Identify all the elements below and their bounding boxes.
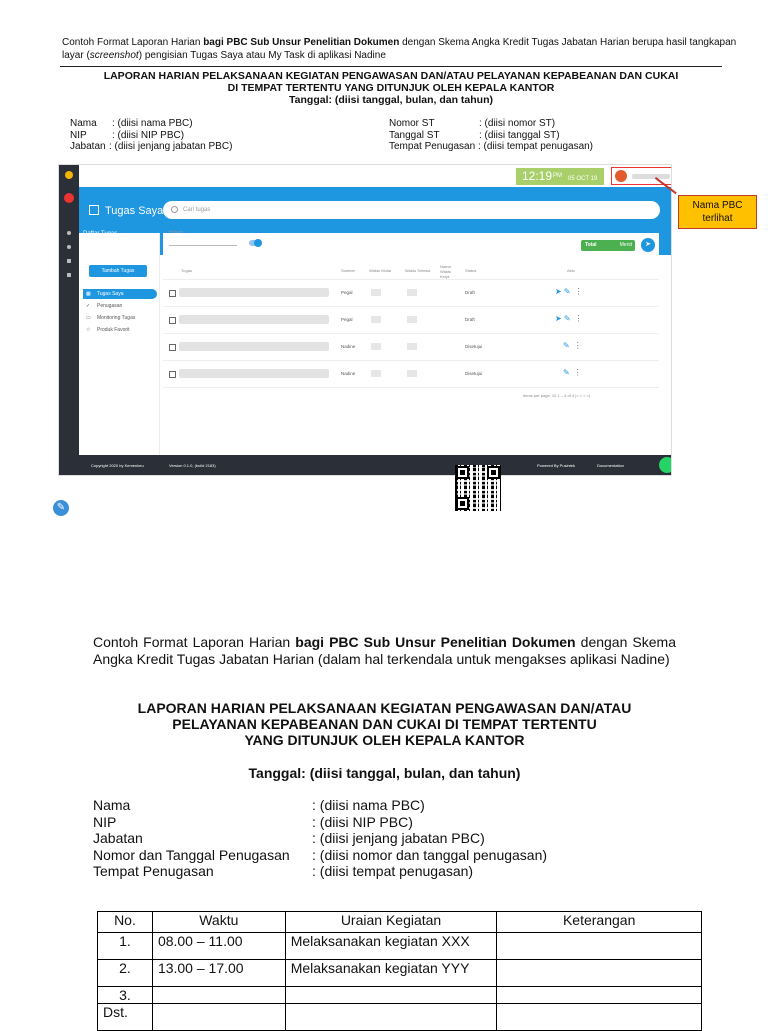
field-nama: Nama : (diisi nama PBC) bbox=[70, 118, 193, 129]
sidebar-item-monitoring[interactable]: ▭ Monitoring Tugas bbox=[86, 315, 136, 321]
row-actions[interactable]: ➤ ✎ ⋮ bbox=[555, 287, 583, 296]
identity-bottom bbox=[93, 797, 547, 880]
table-row: 3. bbox=[98, 987, 702, 1004]
row-actions[interactable]: ✎ ⋮ bbox=[563, 341, 582, 350]
period-filter-label: Periode bbox=[169, 229, 183, 234]
sidebar-title[interactable]: Daftar Tugas bbox=[83, 231, 118, 237]
row-actions[interactable]: ➤ ✎ ⋮ bbox=[555, 314, 583, 323]
app-topbar bbox=[79, 165, 671, 188]
user-avatar bbox=[615, 170, 627, 182]
rail-home-icon[interactable] bbox=[67, 231, 71, 235]
table-header-row: No. Waktu Uraian Kegiatan Keterangan bbox=[98, 912, 702, 933]
field-tempat-penugasan: Tempat Penugasan : (diisi tempat penugasan) bbox=[389, 141, 594, 152]
table-row: 1. 08.00 – 11.00 Melaksanakan kegiatan XXX bbox=[98, 933, 702, 960]
search-input[interactable]: Cari tugas bbox=[163, 201, 660, 219]
add-task-button[interactable]: Tambah Tugas bbox=[89, 265, 147, 277]
rail-settings-icon[interactable] bbox=[67, 245, 71, 249]
row-checkbox[interactable] bbox=[169, 317, 176, 324]
field-nip: NIP : (diisi NIP PBC) bbox=[93, 813, 413, 830]
table-header: Tugas Sumber Waktu Mulai Waktu Selesai Nama Waktu Kerja Status Aksi bbox=[163, 263, 659, 280]
intro-paragraph-bottom: Contoh Format Laporan Harian bagi PBC Sub Unsur Penelitian Dokumen dengan Skema Angka Kredit Tugas Jabatan Harian (dalam hal terkendala untuk mengakses aplikasi Nadine) bbox=[93, 634, 676, 667]
task-name-blurred bbox=[179, 342, 329, 351]
field-nomor-tanggal: Nomor dan Tanggal Penugasan : (diisi nomor dan tanggal penugasan) bbox=[93, 846, 548, 863]
activity-table bbox=[97, 911, 702, 1031]
intro-paragraph-top: Contoh Format Laporan Harian bagi PBC Sub Unsur Penelitian Dokumen dengan Skema Angka Kredit Tugas Jabatan Harian berupa hasil tangkapan layar (screenshot) pengisian Tugas Saya atau My Task di aplikasi Nadine bbox=[62, 37, 737, 61]
report-title-bottom: LAPORAN HARIAN PELAKSANAAN KEGIATAN PENGAWASAN DAN/ATAU PELAYANAN KEPABEANAN DAN CUKAI DI TEMPAT TERTENTU YANG DITUNJUK OLEH KEPALA KANTOR bbox=[137, 700, 632, 748]
pagination[interactable]: Items per page: 10 1 – 4 of 4 |< < > >| bbox=[523, 393, 591, 398]
app-footer: Copyright 2020 by Kemenkeu Version 0.1.0, (build 2183) Powered By Pusintek Documentation bbox=[79, 455, 671, 475]
identity-right bbox=[389, 118, 593, 153]
avatar bbox=[64, 193, 74, 203]
app-screenshot bbox=[59, 165, 671, 475]
app-logo-icon bbox=[65, 171, 73, 179]
field-tanggal-st: Tanggal ST : (diisi tanggal ST) bbox=[389, 129, 560, 141]
total-badge: Total Menit bbox=[581, 240, 635, 251]
task-name-blurred bbox=[179, 288, 329, 297]
sidebar-item-produk-favorit[interactable]: ☆ Produk Favorit bbox=[86, 327, 130, 333]
sidebar-item-penugasan[interactable]: ✓ Penugasan bbox=[86, 303, 123, 309]
table-row[interactable]: Nadine Disetujui ✎ ⋮ bbox=[163, 333, 659, 361]
sidebar-item-tugas-saya[interactable]: ▦ Tugas Saya bbox=[83, 289, 157, 299]
report-title-top: LAPORAN HARIAN PELAKSANAAN KEGIATAN PENGAWASAN DAN/ATAU PELAYANAN KEPABEANAN DAN CUKAI DI TEMPAT TERTENTU YANG DITUNJUK OLEH KEPALA KANTOR Tanggal: (diisi tanggal, bulan, dan tahun) bbox=[103, 70, 679, 106]
qr-code-icon bbox=[455, 465, 501, 511]
rail-grid-icon[interactable] bbox=[67, 273, 71, 277]
field-tempat: Tempat Penugasan : (diisi tempat penugasan) bbox=[93, 863, 474, 879]
clock-widget: $12:19^{PM}$ 05 OCT 19 bbox=[516, 168, 604, 185]
task-name-blurred bbox=[179, 369, 329, 378]
filter-toggle[interactable] bbox=[249, 240, 261, 246]
field-nip: NIP : (diisi NIP PBC) bbox=[70, 129, 185, 141]
table-row[interactable]: Pegal Draft ➤ ✎ ⋮ bbox=[163, 306, 659, 334]
user-name-blurred bbox=[632, 174, 670, 179]
rail-monitor-icon[interactable] bbox=[67, 259, 71, 263]
search-icon bbox=[171, 206, 178, 213]
task-name-blurred bbox=[179, 315, 329, 324]
table-row[interactable]: Nadine Disetujui ✎ ⋮ bbox=[163, 360, 659, 388]
link-icon[interactable]: ✎ bbox=[53, 500, 69, 516]
field-jabatan: Jabatan : (diisi jenjang jabatan PBC) bbox=[93, 830, 485, 846]
identity-left bbox=[70, 118, 232, 153]
callout-nama-pbc: Nama PBC terlihat bbox=[678, 195, 757, 229]
row-checkbox[interactable] bbox=[169, 344, 176, 351]
row-checkbox[interactable] bbox=[169, 371, 176, 378]
table-row: Dst. bbox=[98, 1004, 702, 1031]
sidebar bbox=[79, 233, 160, 455]
report-date-bottom: Tanggal: (diisi tanggal, bulan, dan tahun) bbox=[248, 765, 521, 781]
task-panel bbox=[163, 229, 659, 455]
app-rail bbox=[59, 165, 79, 475]
field-nomor-st: Nomor ST : (diisi nomor ST) bbox=[389, 118, 556, 129]
task-icon bbox=[89, 205, 99, 215]
whatsapp-icon[interactable] bbox=[659, 457, 671, 473]
send-button[interactable]: ➤ bbox=[641, 238, 655, 252]
table-row: 2. 13.00 – 17.00 Melaksanakan kegiatan YYY bbox=[98, 960, 702, 987]
field-jabatan: Jabatan : (diisi jenjang jabatan PBC) bbox=[70, 141, 233, 152]
documentation-link[interactable]: Documentation bbox=[597, 463, 624, 468]
row-checkbox[interactable] bbox=[169, 290, 176, 297]
period-filter-input[interactable] bbox=[169, 245, 237, 246]
field-nama: Nama : (diisi nama PBC) bbox=[93, 797, 425, 813]
row-actions[interactable]: ✎ ⋮ bbox=[563, 368, 582, 377]
table-row[interactable]: Pegal Draft ➤ ✎ ⋮ bbox=[163, 279, 659, 307]
brand: Tugas Saya bbox=[89, 205, 163, 217]
divider bbox=[60, 66, 722, 67]
